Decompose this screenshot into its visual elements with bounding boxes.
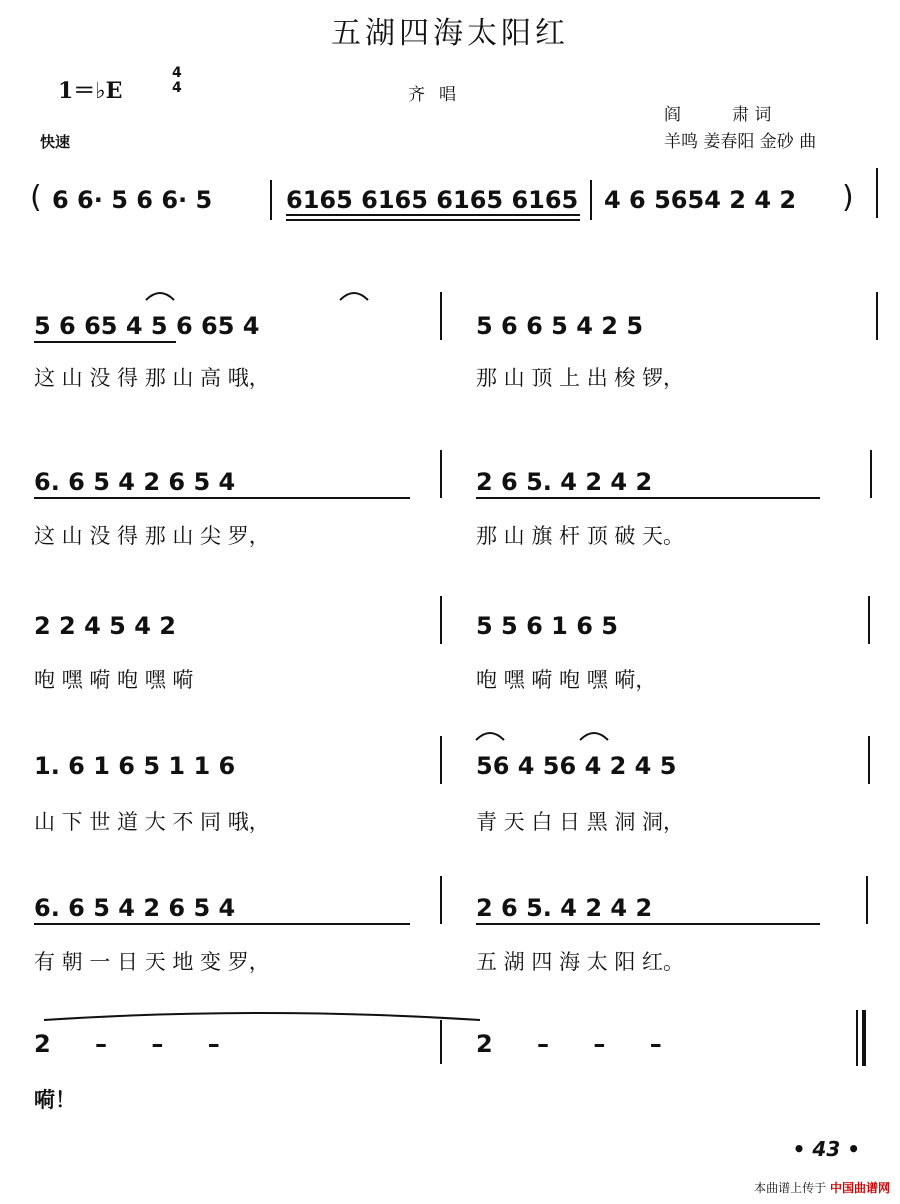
footer-prefix: 本曲谱上传于 bbox=[754, 1181, 827, 1195]
footer-credit bbox=[754, 1179, 890, 1196]
row-2-lyrics-a: 这 山 没 得 那 山 尖 罗， bbox=[34, 524, 270, 548]
ending-lyric: 嗬！ bbox=[34, 1087, 76, 1112]
slur-mark bbox=[340, 293, 368, 300]
row-4-lyrics-b: 青 天 白 日 黑 洞 洞， bbox=[476, 810, 685, 834]
tie-mark bbox=[44, 1013, 480, 1020]
slur-mark bbox=[146, 293, 174, 300]
row-2-lyrics-b: 那 山 旗 杆 顶 破 天。 bbox=[476, 524, 685, 548]
meter-top: 4 bbox=[172, 65, 182, 81]
intro-measure-1: 6 6· 5 6 6· 5 bbox=[52, 186, 213, 214]
row-3-notes-b: 5 5 6 1 6 5 bbox=[476, 612, 618, 640]
performance-style: 齐唱 bbox=[408, 85, 470, 105]
lyricist-credit: 阎 肃 词 bbox=[664, 105, 772, 125]
row-1-lyrics-a: 这 山 没 得 那 山 高 哦， bbox=[34, 366, 270, 390]
tempo-marking: 快速 bbox=[40, 133, 71, 151]
ending-notes-b: 2 – – – bbox=[476, 1030, 680, 1058]
key-signature: 1＝♭E bbox=[58, 78, 123, 104]
row-4-lyrics-a: 山 下 世 道 大 不 同 哦， bbox=[34, 810, 270, 834]
row-5-lyrics-a: 有 朝 一 日 天 地 变 罗， bbox=[34, 950, 270, 974]
ending-notes-a: 2 – – – bbox=[34, 1030, 238, 1058]
row-2-notes-a: 6. 6 5 4 2 6 5 4 bbox=[34, 468, 236, 496]
slur-mark bbox=[580, 733, 608, 740]
row-1-lyrics-b: 那 山 顶 上 出 梭 锣， bbox=[476, 366, 685, 390]
meter-bottom: 4 bbox=[172, 80, 182, 96]
intro-measure-3: 4 6 5654 2 4 2 bbox=[604, 186, 797, 214]
page-title: 五湖四海太阳红 bbox=[331, 16, 569, 51]
page-number: • 43 • bbox=[792, 1137, 860, 1161]
row-3-lyrics-a: 咆 嘿 嗬 咆 嘿 嗬 bbox=[34, 668, 194, 692]
composer-credit: 羊鸣 姜春阳 金砂 曲 bbox=[664, 132, 817, 152]
intro-close-paren: ) bbox=[842, 180, 854, 215]
slur-mark bbox=[476, 733, 504, 740]
intro-open-paren: ( bbox=[30, 180, 42, 215]
row-4-notes-b: 56 4 56 4 2 4 5 bbox=[476, 752, 677, 780]
row-1-notes-a: 5 6 65 4 5 6 65 4 bbox=[34, 312, 260, 340]
row-1-notes-b: 5 6 6 5 4 2 5 bbox=[476, 312, 644, 340]
row-5-notes-b: 2 6 5. 4 2 4 2 bbox=[476, 894, 653, 922]
row-2-notes-b: 2 6 5. 4 2 4 2 bbox=[476, 468, 653, 496]
row-3-lyrics-b: 咆 嘿 嗬 咆 嘿 嗬， bbox=[476, 668, 657, 692]
footer-site[interactable]: 中国曲谱网 bbox=[829, 1181, 890, 1195]
intro-measure-2: 6165 6165 6165 6165 bbox=[286, 186, 579, 214]
row-4-notes-a: 1. 6 1 6 5 1 1 6 bbox=[34, 752, 236, 780]
row-5-notes-a: 6. 6 5 4 2 6 5 4 bbox=[34, 894, 236, 922]
row-3-notes-a: 2 2 4 5 4 2 bbox=[34, 612, 176, 640]
row-5-lyrics-b: 五 湖 四 海 太 阳 红。 bbox=[476, 950, 685, 974]
